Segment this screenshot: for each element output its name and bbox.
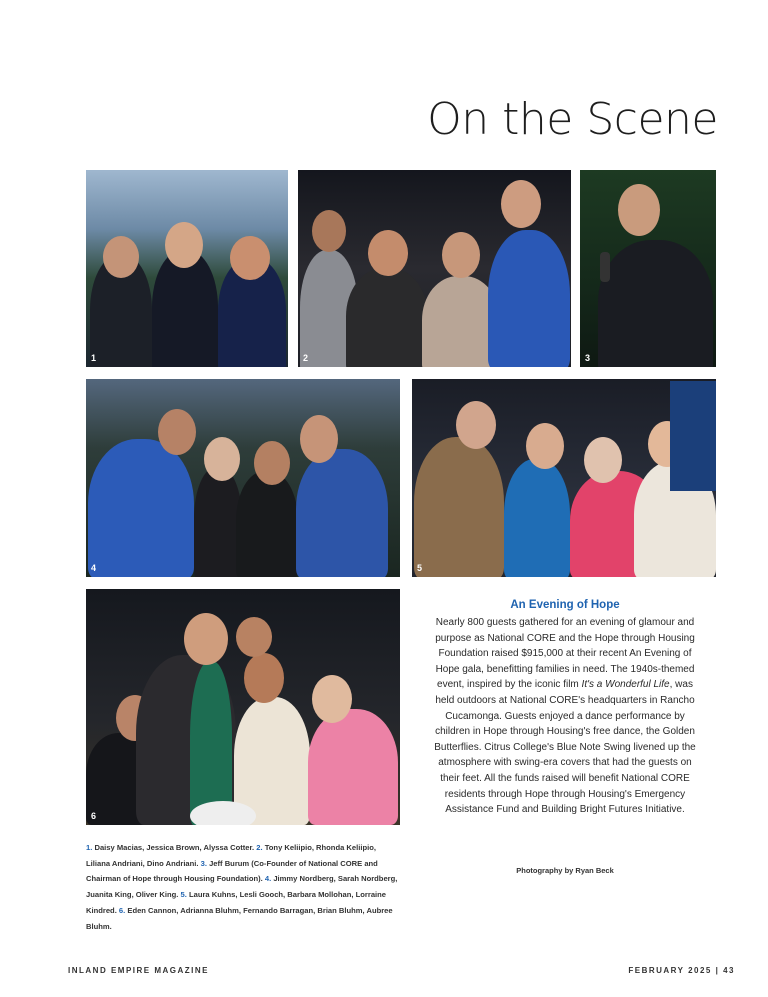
caption-text: Tony Keliipio, Rhonda Keliipio, Liliana Andriani, Dino Andriani. — [86, 843, 376, 868]
page-title: On the Scene — [427, 94, 718, 145]
person-head — [165, 222, 203, 268]
dinner-plate — [190, 801, 256, 825]
page-number: 43 — [723, 966, 735, 975]
person-head — [244, 653, 284, 703]
article-heading: An Evening of Hope — [510, 599, 620, 611]
microphone-icon — [600, 252, 610, 282]
film-title: It's a Wonderful Life — [581, 679, 670, 691]
caption-text: Jimmy Nordberg, Sarah Nordberg, Juanita King, Oliver King. — [86, 874, 398, 900]
person-figure — [194, 467, 242, 577]
person-head — [618, 184, 660, 236]
photo-credit: Photography by Ryan Beck — [516, 866, 614, 875]
person-head — [312, 675, 352, 723]
photo-1 — [86, 170, 288, 367]
caption-text: Eden Cannon, Adrianna Bluhm, Fernando Barragan, Brian Bluhm, Aubree Bluhm. — [86, 905, 393, 931]
magazine-name: INLAND EMPIRE MAGAZINE — [68, 966, 209, 975]
person-figure — [504, 459, 570, 577]
person-figure — [236, 471, 298, 577]
photo-number: 5 — [417, 563, 423, 573]
folio — [628, 966, 735, 975]
person-figure — [296, 449, 388, 577]
person-head — [442, 232, 480, 278]
photo-4 — [86, 379, 400, 577]
person-head — [526, 423, 564, 469]
issue-date: FEBRUARY 2025 — [628, 966, 712, 975]
photo-captions — [86, 840, 400, 934]
article-body — [433, 615, 697, 818]
person-head — [312, 210, 346, 252]
article-text: , was held outdoors at National CORE's headquarters in Rancho Cucamonga. Guests enjoyed a dance performance by children in Hope through Housing's free dance, the Golden Butterflies. Citrus College's Blue Note Swing livened up the atmosphere with swing-era covers that had the guests on their feet. All the funds raised will benefit National CORE residents through Hope through Housing's Emergency Assistance Fund and Building Bright Futures Initiative. — [434, 679, 696, 816]
screen-panel — [670, 381, 716, 491]
photo-2 — [298, 170, 571, 367]
person-head — [158, 409, 196, 455]
person-head — [184, 613, 228, 665]
person-head — [204, 437, 240, 481]
caption-number: 1. — [86, 843, 93, 852]
caption-number: 5. — [180, 890, 187, 900]
photo-3 — [580, 170, 716, 367]
caption-number: 2. — [256, 843, 263, 852]
person-head — [254, 441, 290, 485]
photo-number: 3 — [585, 353, 591, 363]
photo-number: 2 — [303, 353, 309, 363]
caption-text: Jeff Burum (Co-Founder of National CORE and Chairman of Hope through Housing Foundation). — [86, 858, 378, 884]
person-figure — [88, 439, 194, 577]
photo-number: 1 — [91, 353, 97, 363]
caption-number: 3. — [200, 858, 207, 868]
photo-5 — [412, 379, 716, 577]
photo-6 — [86, 589, 400, 825]
person-head — [236, 617, 272, 657]
article-text: Nearly 800 guests gathered for an evening of glamour and purpose as National CORE and the Hope through Housing Foundation raised $915,000 at their recent An Evening of Hope gala, benefitting families in need. The 1940s-themed event, inspired by the iconic film — [435, 617, 695, 691]
person-head — [584, 437, 622, 483]
folio-separator: | — [715, 966, 720, 975]
person-head — [103, 236, 139, 278]
person-head — [230, 236, 270, 280]
person-head — [300, 415, 338, 463]
person-head — [456, 401, 496, 449]
photo-number: 4 — [91, 563, 97, 573]
photo-number: 6 — [91, 811, 97, 821]
person-figure — [346, 268, 428, 367]
caption-text: Laura Kuhns, Lesli Gooch, Barbara Mollohan, Lorraine Kindred. — [86, 890, 387, 915]
caption-number: 4. — [264, 874, 272, 884]
caption-number: 6. — [118, 905, 126, 915]
person-figure — [414, 437, 504, 577]
person-head — [368, 230, 408, 276]
person-figure — [598, 240, 713, 367]
person-head — [501, 180, 541, 228]
person-figure — [488, 230, 570, 367]
person-figure — [308, 709, 398, 825]
caption-text: Daisy Macias, Jessica Brown, Alyssa Cotter. — [92, 843, 257, 852]
